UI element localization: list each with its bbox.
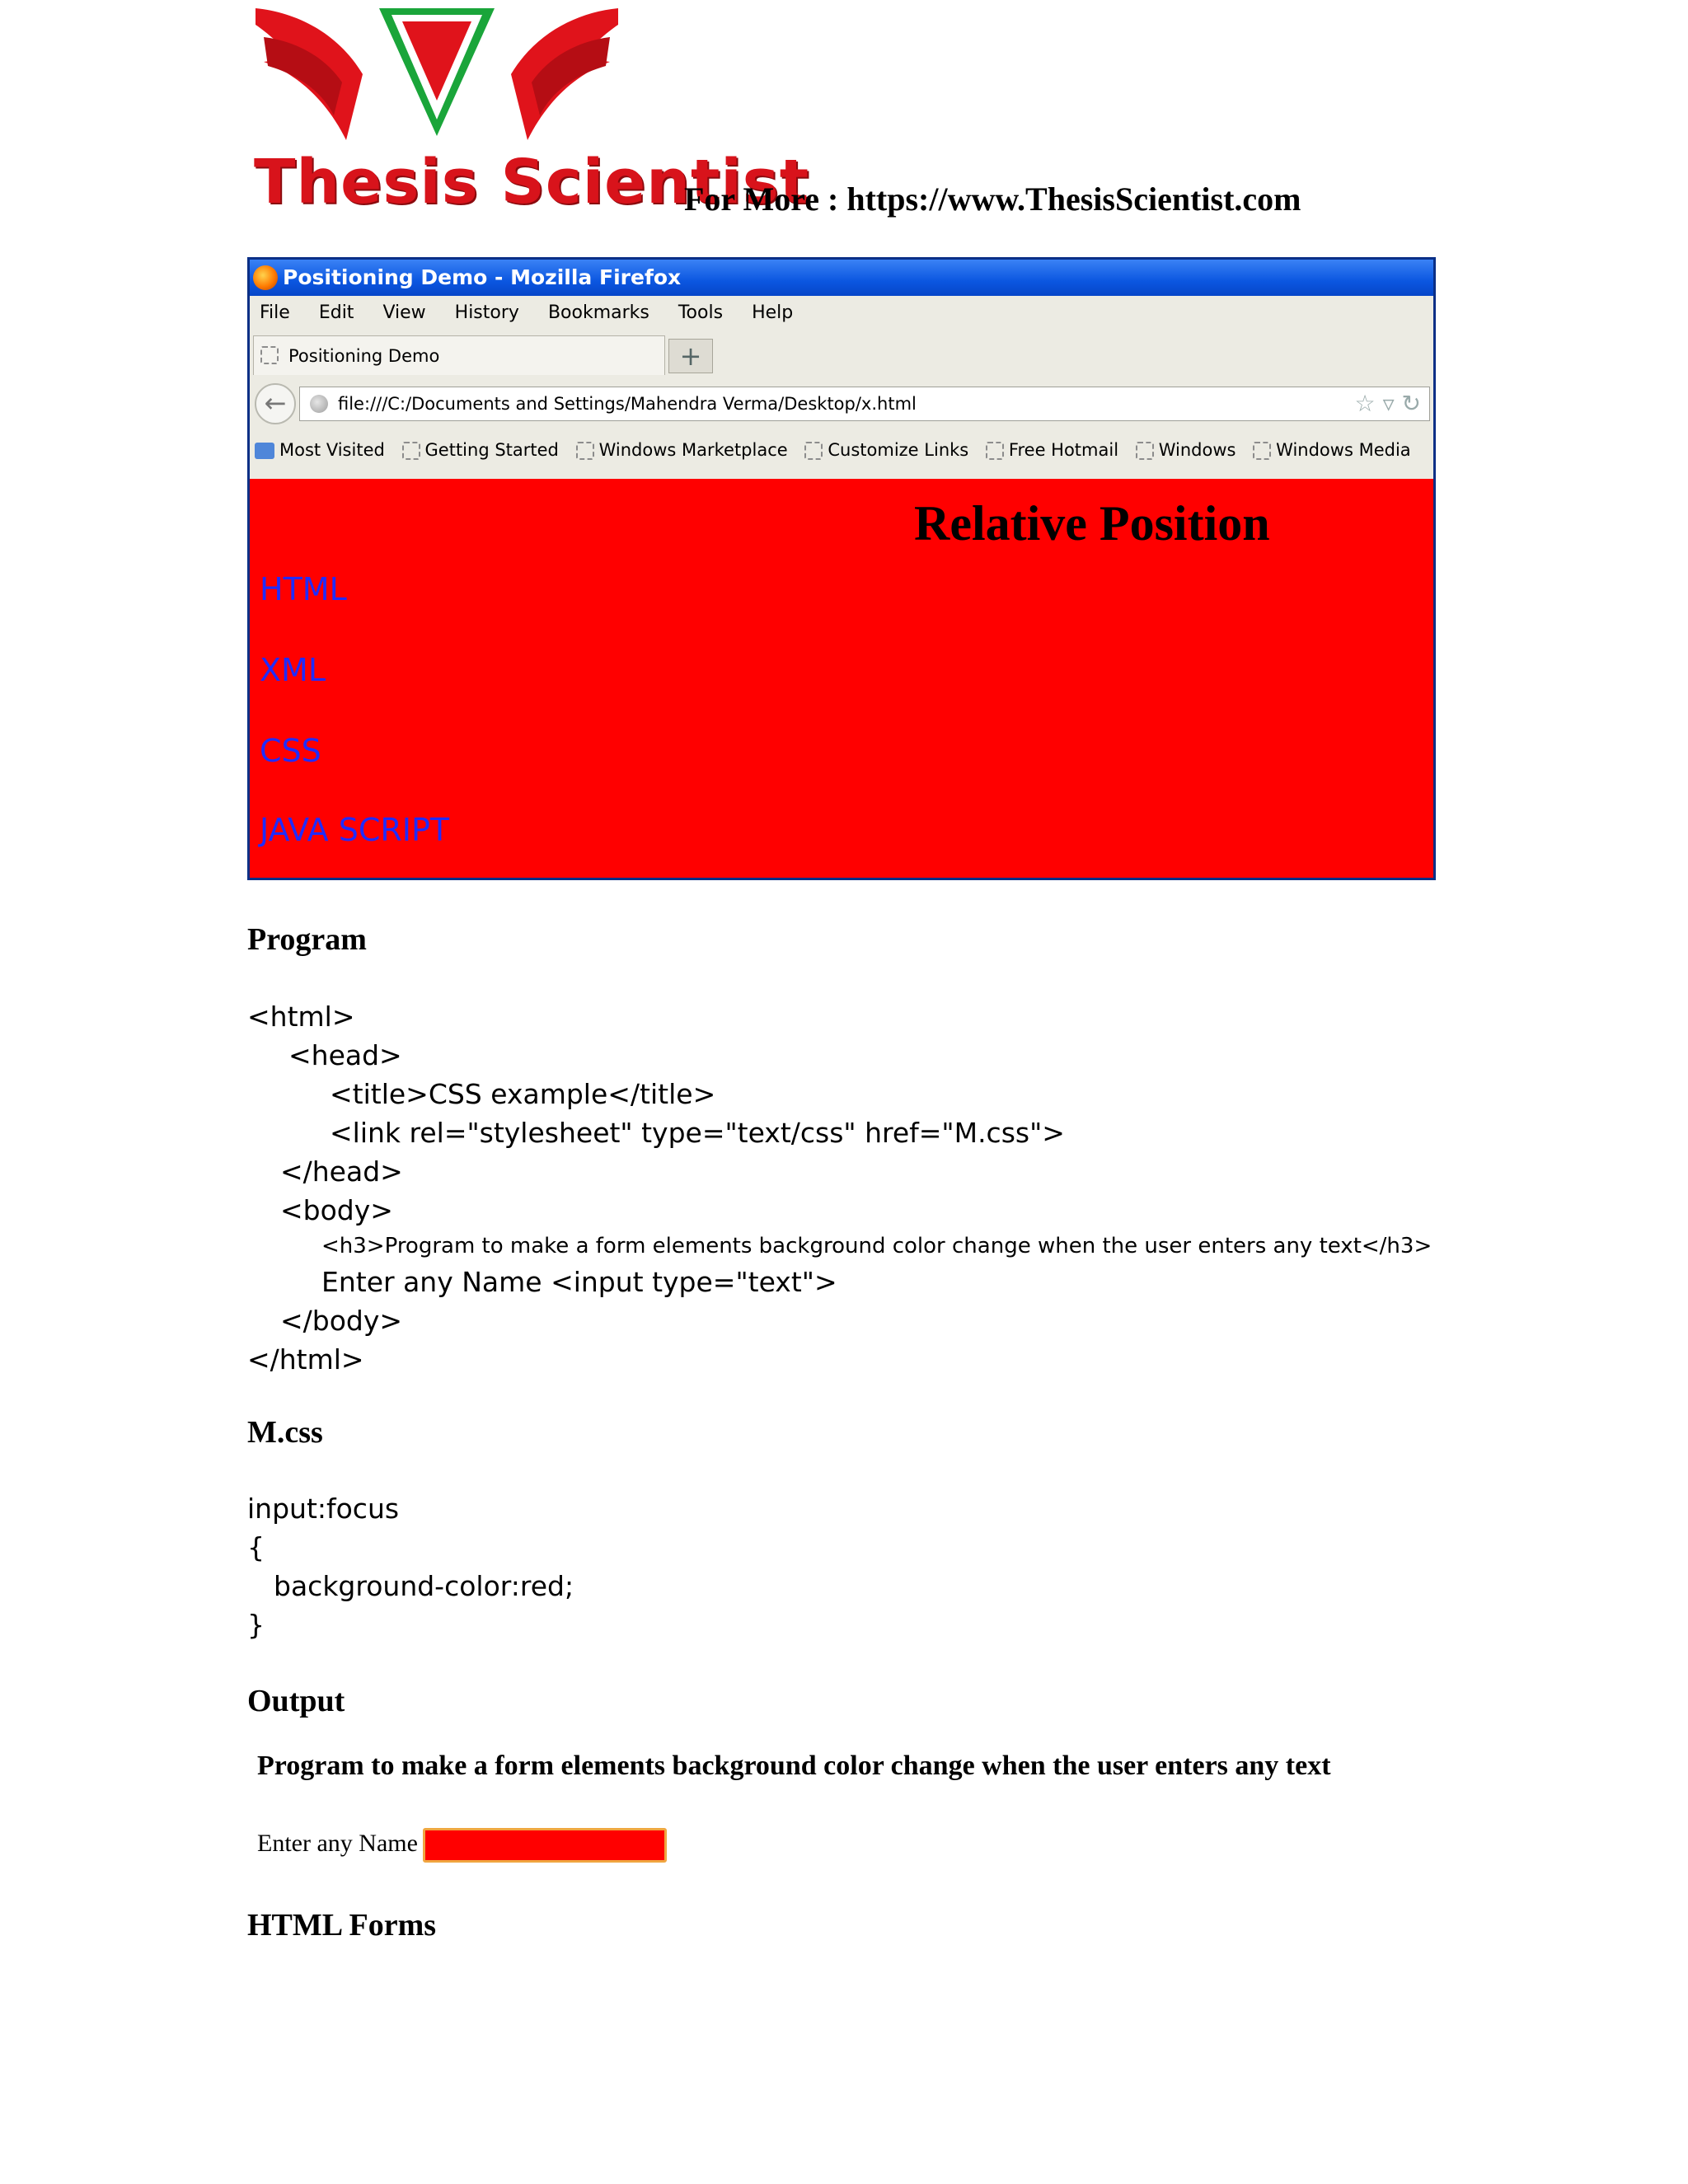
link-html[interactable]: HTML	[260, 571, 347, 607]
code-line: Enter any Name <input type="text">	[321, 1266, 837, 1298]
menu-history[interactable]: History	[454, 302, 519, 323]
firefox-icon	[253, 265, 278, 290]
navigation-bar	[250, 377, 1433, 429]
thesis-scientist-logo	[247, 0, 810, 223]
output-form-heading: Program to make a form elements background color change when the user enters any text	[257, 1750, 1331, 1781]
menu-view[interactable]: View	[382, 302, 426, 323]
bookmark-label: Most Visited	[279, 440, 385, 460]
for-more-link-text[interactable]: For More : https://www.ThesisScientist.com	[684, 180, 1301, 218]
bookmarks-toolbar	[250, 429, 1433, 471]
menu-bar	[250, 296, 1433, 330]
css-line: background-color:red;	[274, 1570, 574, 1602]
page-icon	[260, 346, 279, 364]
code-line: <title>CSS example</title>	[330, 1078, 716, 1110]
code-line: </body>	[280, 1305, 403, 1337]
bookmark-free-hotmail[interactable]	[986, 440, 1118, 460]
page-heading: Relative Position	[914, 496, 1270, 551]
bookmark-label: Free Hotmail	[1008, 440, 1119, 460]
logo-text: Thesis Scientist	[254, 147, 810, 218]
most-visited-icon	[255, 443, 274, 459]
menu-bookmarks[interactable]: Bookmarks	[547, 302, 649, 323]
output-name-input[interactable]	[423, 1828, 667, 1863]
logo-emblem-icon	[247, 0, 626, 148]
tab-positioning-demo[interactable]	[253, 335, 665, 375]
bookmark-label: Windows Marketplace	[598, 440, 788, 460]
bookmark-label: Windows	[1158, 440, 1236, 460]
code-line: <head>	[288, 1039, 402, 1071]
tab-bar	[250, 330, 1433, 377]
bookmark-getting-started[interactable]	[402, 440, 559, 460]
menu-edit[interactable]: Edit	[318, 302, 354, 323]
css-line: }	[247, 1609, 265, 1641]
bookmark-windows-media[interactable]	[1253, 440, 1411, 460]
css-line: input:focus	[247, 1493, 400, 1525]
html-forms-heading: HTML Forms	[247, 1908, 437, 1943]
new-tab-button[interactable]: +	[668, 339, 713, 373]
star-icon[interactable]: ☆	[1354, 390, 1376, 417]
url-bar[interactable]	[299, 387, 1430, 421]
url-text: file:///C:/Documents and Settings/Mahendra Verma/Desktop/x.html	[338, 394, 917, 414]
css-line: {	[247, 1531, 265, 1563]
output-name-label: Enter any Name	[257, 1830, 418, 1857]
dropdown-arrow-icon[interactable]: ▿	[1382, 390, 1395, 417]
page-icon	[576, 442, 594, 460]
page-icon	[986, 442, 1004, 460]
link-java-script[interactable]: JAVA SCRIPT	[260, 812, 450, 848]
code-line: <html>	[247, 1001, 355, 1033]
bookmark-label: Customize Links	[828, 440, 969, 460]
window-titlebar	[250, 260, 1433, 296]
globe-icon	[310, 395, 328, 413]
link-xml[interactable]: XML	[260, 652, 326, 688]
code-line: <link rel="stylesheet" type="text/css" href="M.css">	[330, 1117, 1065, 1149]
mcss-heading: M.css	[247, 1415, 323, 1450]
bookmark-most-visited[interactable]	[255, 440, 385, 460]
tab-label: Positioning Demo	[288, 346, 440, 366]
output-heading: Output	[247, 1684, 345, 1718]
reload-icon[interactable]: ↻	[1401, 390, 1421, 417]
program-heading: Program	[247, 922, 367, 957]
bookmark-windows[interactable]	[1136, 440, 1236, 460]
page-icon	[1253, 442, 1271, 460]
back-arrow-icon[interactable]: ←	[255, 383, 296, 424]
bookmark-windows-marketplace[interactable]	[576, 440, 788, 460]
page-icon	[1136, 442, 1154, 460]
page-icon	[804, 442, 823, 460]
page-icon	[402, 442, 420, 460]
menu-file[interactable]: File	[260, 302, 290, 323]
code-line: </head>	[280, 1155, 403, 1188]
window-title: Positioning Demo - Mozilla Firefox	[283, 265, 682, 289]
menu-help[interactable]: Help	[752, 302, 794, 323]
code-line: <h3>Program to make a form elements background color change when the user enters any text</h3>	[321, 1234, 1432, 1258]
page-content	[250, 479, 1433, 878]
bookmark-label: Windows Media	[1276, 440, 1411, 460]
link-css[interactable]: CSS	[260, 733, 321, 769]
menu-tools[interactable]: Tools	[678, 302, 724, 323]
code-line: <body>	[280, 1194, 393, 1226]
code-line: </html>	[247, 1343, 364, 1376]
bookmark-label: Getting Started	[424, 440, 559, 460]
bookmark-customize-links[interactable]	[804, 440, 968, 460]
browser-window	[247, 257, 1436, 880]
